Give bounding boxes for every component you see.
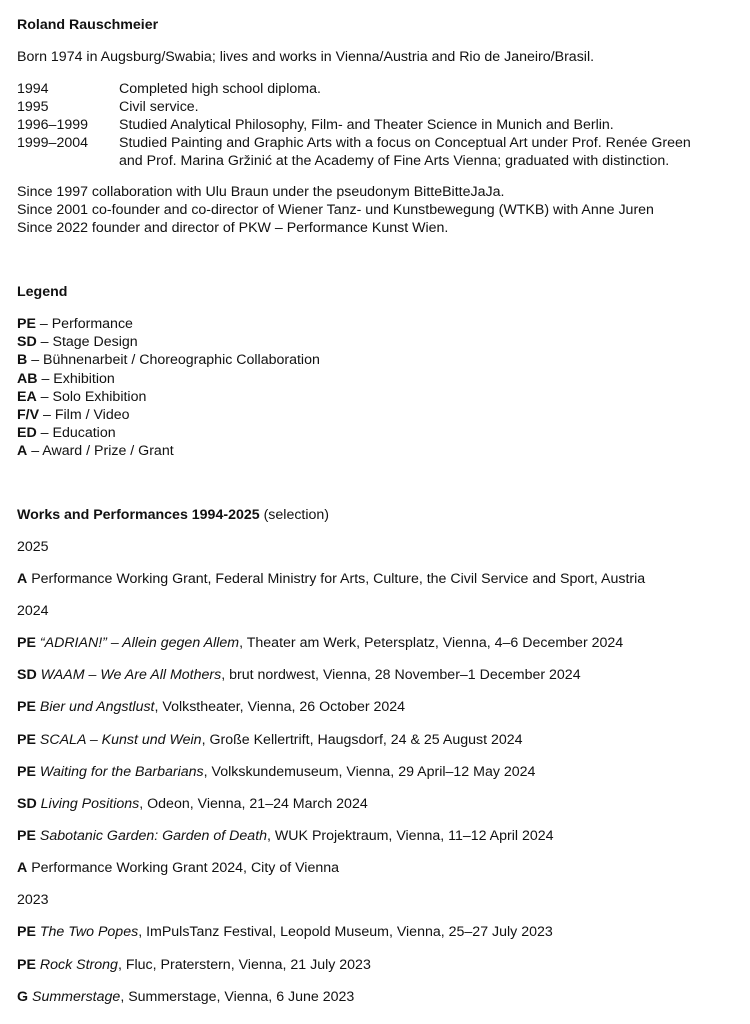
work-code: A (17, 571, 28, 587)
work-entry (17, 634, 623, 652)
work-code: PE (17, 957, 36, 973)
work-code: PE (17, 699, 36, 715)
timeline-year: 1999–2004 (17, 135, 89, 151)
since-block (17, 183, 654, 237)
work-title: Sabotanic Garden: Garden of Death (35, 828, 268, 844)
work-title: SCALA – Kunst und Wein (35, 732, 202, 748)
work-details: , Große Kellertrift, Haugsdorf, 24 & 25 August 2024 (201, 732, 523, 748)
legend-code: EA (17, 388, 37, 405)
timeline-text: Studied Painting and Graphic Arts with a focus on Conceptual Art under Prof. Renée Green (119, 135, 691, 151)
legend-label: – Exhibition (37, 370, 115, 387)
year-heading: 2025 (17, 539, 49, 555)
legend-code: PE (17, 316, 36, 332)
timeline-text: Studied Analytical Philosophy, Film- and Theater Science in Munich and Berlin. (119, 117, 614, 133)
legend-code: AB (17, 370, 38, 387)
work-details: , WUK Projektraum, Vienna, 11–12 April 2024 (267, 828, 554, 844)
work-entry (17, 698, 405, 716)
work-code: SD (17, 796, 37, 812)
since-line: Since 2001 co-founder and co-director of Wiener Tanz- und Kunstbewegung (WTKB) with Anne Juren (17, 202, 654, 218)
since-line: Since 1997 collaboration with Ulu Braun under the pseudonym BitteBitteJaJa. (17, 184, 505, 200)
works-subtitle: (selection) (259, 507, 330, 523)
work-details: , ImPulsTanz Festival, Leopold Museum, Vienna, 25–27 July 2023 (138, 924, 553, 940)
legend-item (17, 370, 320, 388)
legend-code: A (17, 443, 28, 460)
timeline-text: Civil service. (119, 99, 199, 115)
works-title: Works and Performances 1994-2025 (17, 507, 260, 523)
timeline-text: Completed high school diploma. (119, 81, 321, 97)
work-code: PE (17, 828, 36, 844)
legend-item (17, 442, 320, 460)
timeline-year: 1996–1999 (17, 117, 89, 133)
legend-label: – Stage Design (36, 334, 138, 351)
timeline-year: 1994 (17, 81, 49, 97)
work-details: , Odeon, Vienna, 21–24 March 2024 (139, 796, 368, 812)
work-entry (17, 795, 368, 813)
legend-label: – Bühnenarbeit / Choreographic Collaboration (27, 352, 320, 369)
work-code: PE (17, 924, 36, 940)
legend-label: – Solo Exhibition (36, 388, 147, 405)
work-title: “ADRIAN!” – Allein gegen Allem (35, 635, 240, 651)
legend-code: F/V (17, 407, 40, 424)
work-code: G (17, 989, 29, 1005)
work-entry (17, 763, 535, 781)
work-code: PE (17, 635, 36, 651)
legend-list (17, 315, 320, 461)
legend-item (17, 406, 320, 424)
work-title: The Two Popes (35, 924, 139, 940)
timeline-text: and Prof. Marina Gržinić at the Academy of Fine Arts Vienna; graduated with distinction. (119, 153, 670, 169)
work-details: , Summerstage, Vienna, 6 June 2023 (120, 989, 355, 1005)
work-entry (17, 827, 554, 845)
work-details: , Volkstheater, Vienna, 26 October 2024 (154, 699, 406, 715)
work-entry (17, 956, 371, 974)
work-title: Waiting for the Barbarians (35, 764, 204, 780)
work-title: Living Positions (36, 796, 140, 812)
legend-item (17, 388, 320, 406)
legend-label: – Film / Video (39, 407, 130, 424)
work-code: SD (17, 667, 37, 683)
work-title: Rock Strong (35, 957, 118, 973)
work-details: , Volkskundemuseum, Vienna, 29 April–12 May 2024 (203, 764, 536, 780)
legend-code: B (17, 352, 28, 369)
work-code: PE (17, 764, 36, 780)
legend-title: Legend (17, 284, 68, 300)
bio-line: Born 1974 in Augsburg/Swabia; lives and works in Vienna/Austria and Rio de Janeiro/Brasil. (17, 49, 595, 65)
since-line: Since 2022 founder and director of PKW – Performance Kunst Wien. (17, 220, 449, 236)
work-entry (17, 988, 354, 1006)
work-entry (17, 570, 645, 588)
work-details: Performance Working Grant, Federal Ministry for Arts, Culture, the Civil Service and Sport, Austria (27, 571, 646, 587)
works-heading (17, 506, 329, 524)
year-heading: 2024 (17, 603, 49, 619)
legend-label: – Performance (35, 316, 133, 332)
legend-label: – Award / Prize / Grant (27, 443, 174, 460)
work-title: Summerstage (28, 989, 121, 1005)
legend-item (17, 424, 320, 442)
work-entry (17, 666, 581, 684)
timeline-year: 1995 (17, 99, 49, 115)
work-entry (17, 731, 523, 749)
work-code: PE (17, 732, 36, 748)
work-title: Bier und Angstlust (35, 699, 155, 715)
work-details: , Theater am Werk, Petersplatz, Vienna, 4–6 December 2024 (239, 635, 624, 651)
legend-code: ED (17, 425, 37, 442)
legend-code: SD (17, 334, 37, 351)
work-entry (17, 859, 339, 877)
work-code: A (17, 860, 28, 876)
person-name: Roland Rauschmeier (17, 17, 159, 33)
work-details: , brut nordwest, Vienna, 28 November–1 December 2024 (221, 667, 581, 683)
work-details: Performance Working Grant 2024, City of Vienna (27, 860, 340, 876)
year-heading: 2023 (17, 892, 49, 908)
legend-item (17, 351, 320, 369)
work-entry (17, 923, 553, 941)
legend-item (17, 333, 320, 351)
work-details: , Fluc, Praterstern, Vienna, 21 July 2023 (117, 957, 371, 973)
legend-item (17, 315, 320, 333)
legend-label: – Education (36, 425, 116, 442)
work-title: WAAM – We Are All Mothers (36, 667, 222, 683)
